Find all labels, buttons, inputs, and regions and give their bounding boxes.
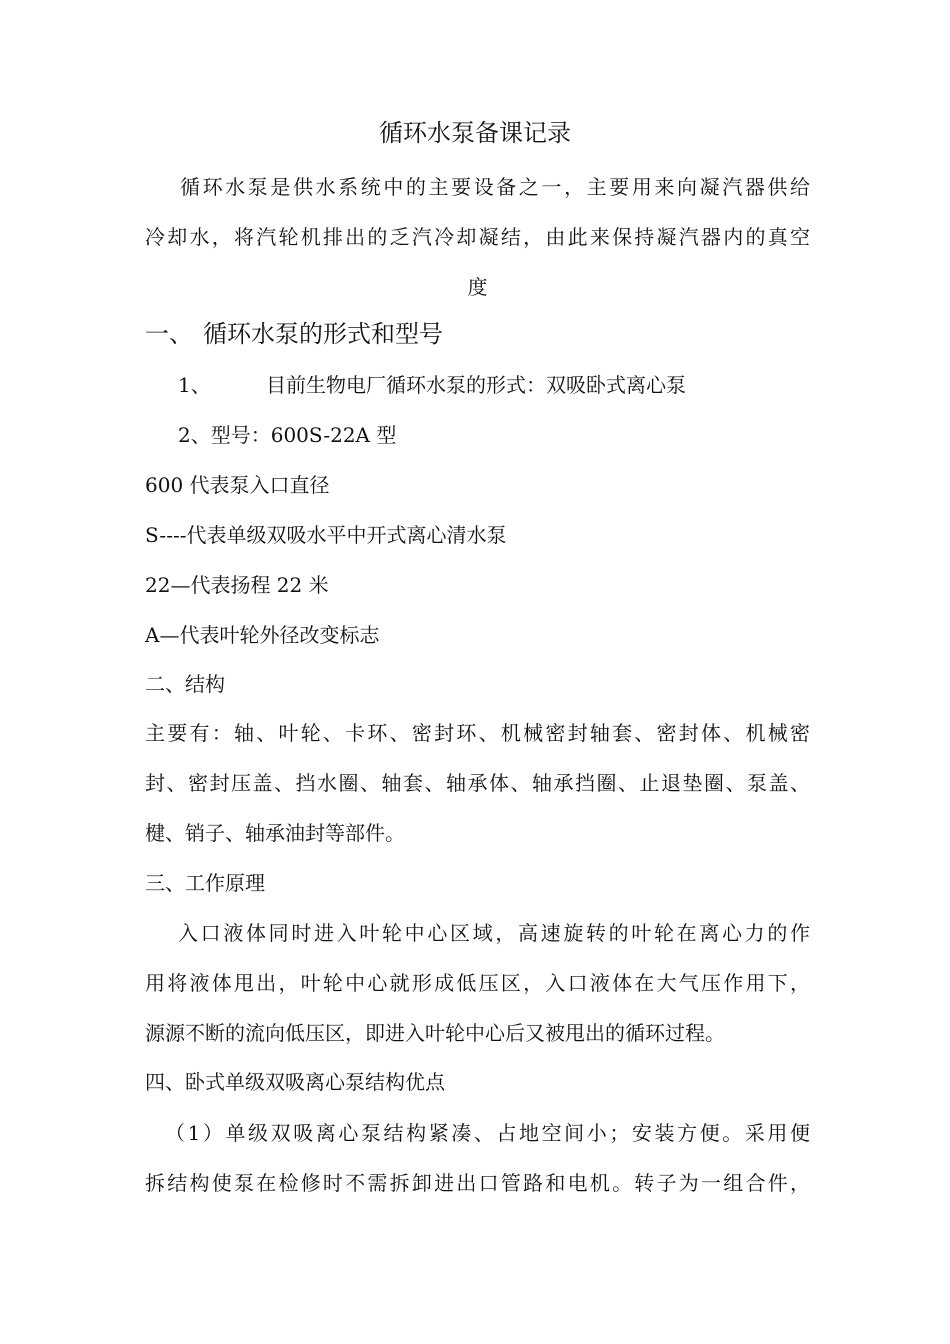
model-definition-2: S----代表单级双吸水平中开式离心清水泵: [145, 523, 507, 547]
document-title: 循环水泵备课记录: [379, 119, 571, 147]
section-3-line-2: 用将液体甩出，叶轮中心就形成低压区，入口液体在大气压作用下，: [145, 971, 810, 995]
section-2-line-1: 主要有：轴、叶轮、卡环、密封环、机械密封轴套、密封体、机械密: [145, 721, 810, 745]
section-1-heading: [145, 317, 810, 351]
section-2-heading: 二、结构: [145, 672, 225, 696]
section-2-line-3: 楗、销子、轴承油封等部件。: [145, 821, 405, 845]
section-1-item-1-text: 目前生物电厂循环水泵的形式：双吸卧式离心泵: [266, 373, 686, 397]
section-1-number: 一、: [145, 320, 193, 348]
section-3-line-3: 源源不断的流向低压区，即进入叶轮中心后又被甩出的循环过程。: [145, 1021, 725, 1045]
section-4-heading: 四、卧式单级双吸离心泵结构优点: [145, 1070, 445, 1094]
model-definition-3: 22—代表扬程 22 米: [145, 573, 329, 597]
model-definition-1: 600 代表泵入口直径: [145, 473, 330, 497]
intro-line-3: 度: [467, 275, 488, 299]
section-1-item-2: 2、型号：600S-22A 型: [178, 423, 397, 447]
section-3-heading: 三、工作原理: [145, 871, 265, 895]
intro-line-1: 循环水泵是供水系统中的主要设备之一，主要用来向凝汽器供给: [180, 175, 810, 199]
section-2-line-2: 封、密封压盖、挡水圈、轴套、轴承体、轴承挡圈、止退垫圈、泵盖、: [145, 771, 810, 795]
section-4-line-1: （1）单级双吸离心泵结构紧凑、占地空间小；安装方便。采用便: [165, 1121, 810, 1145]
section-1-heading-text: 循环水泵的形式和型号: [203, 320, 443, 348]
section-1-item-1-number: 1、: [178, 373, 211, 397]
intro-line-2: 冷却水，将汽轮机排出的乏汽冷却凝结，由此来保持凝汽器内的真空: [145, 225, 810, 249]
section-3-line-1: 入口液体同时进入叶轮中心区域，高速旋转的叶轮在离心力的作: [178, 921, 810, 945]
section-1-item-1: [178, 370, 843, 400]
model-definition-4: A—代表叶轮外径改变标志: [145, 623, 380, 647]
section-4-line-2: 拆结构使泵在检修时不需拆卸进出口管路和电机。转子为一组合件，: [145, 1171, 810, 1195]
